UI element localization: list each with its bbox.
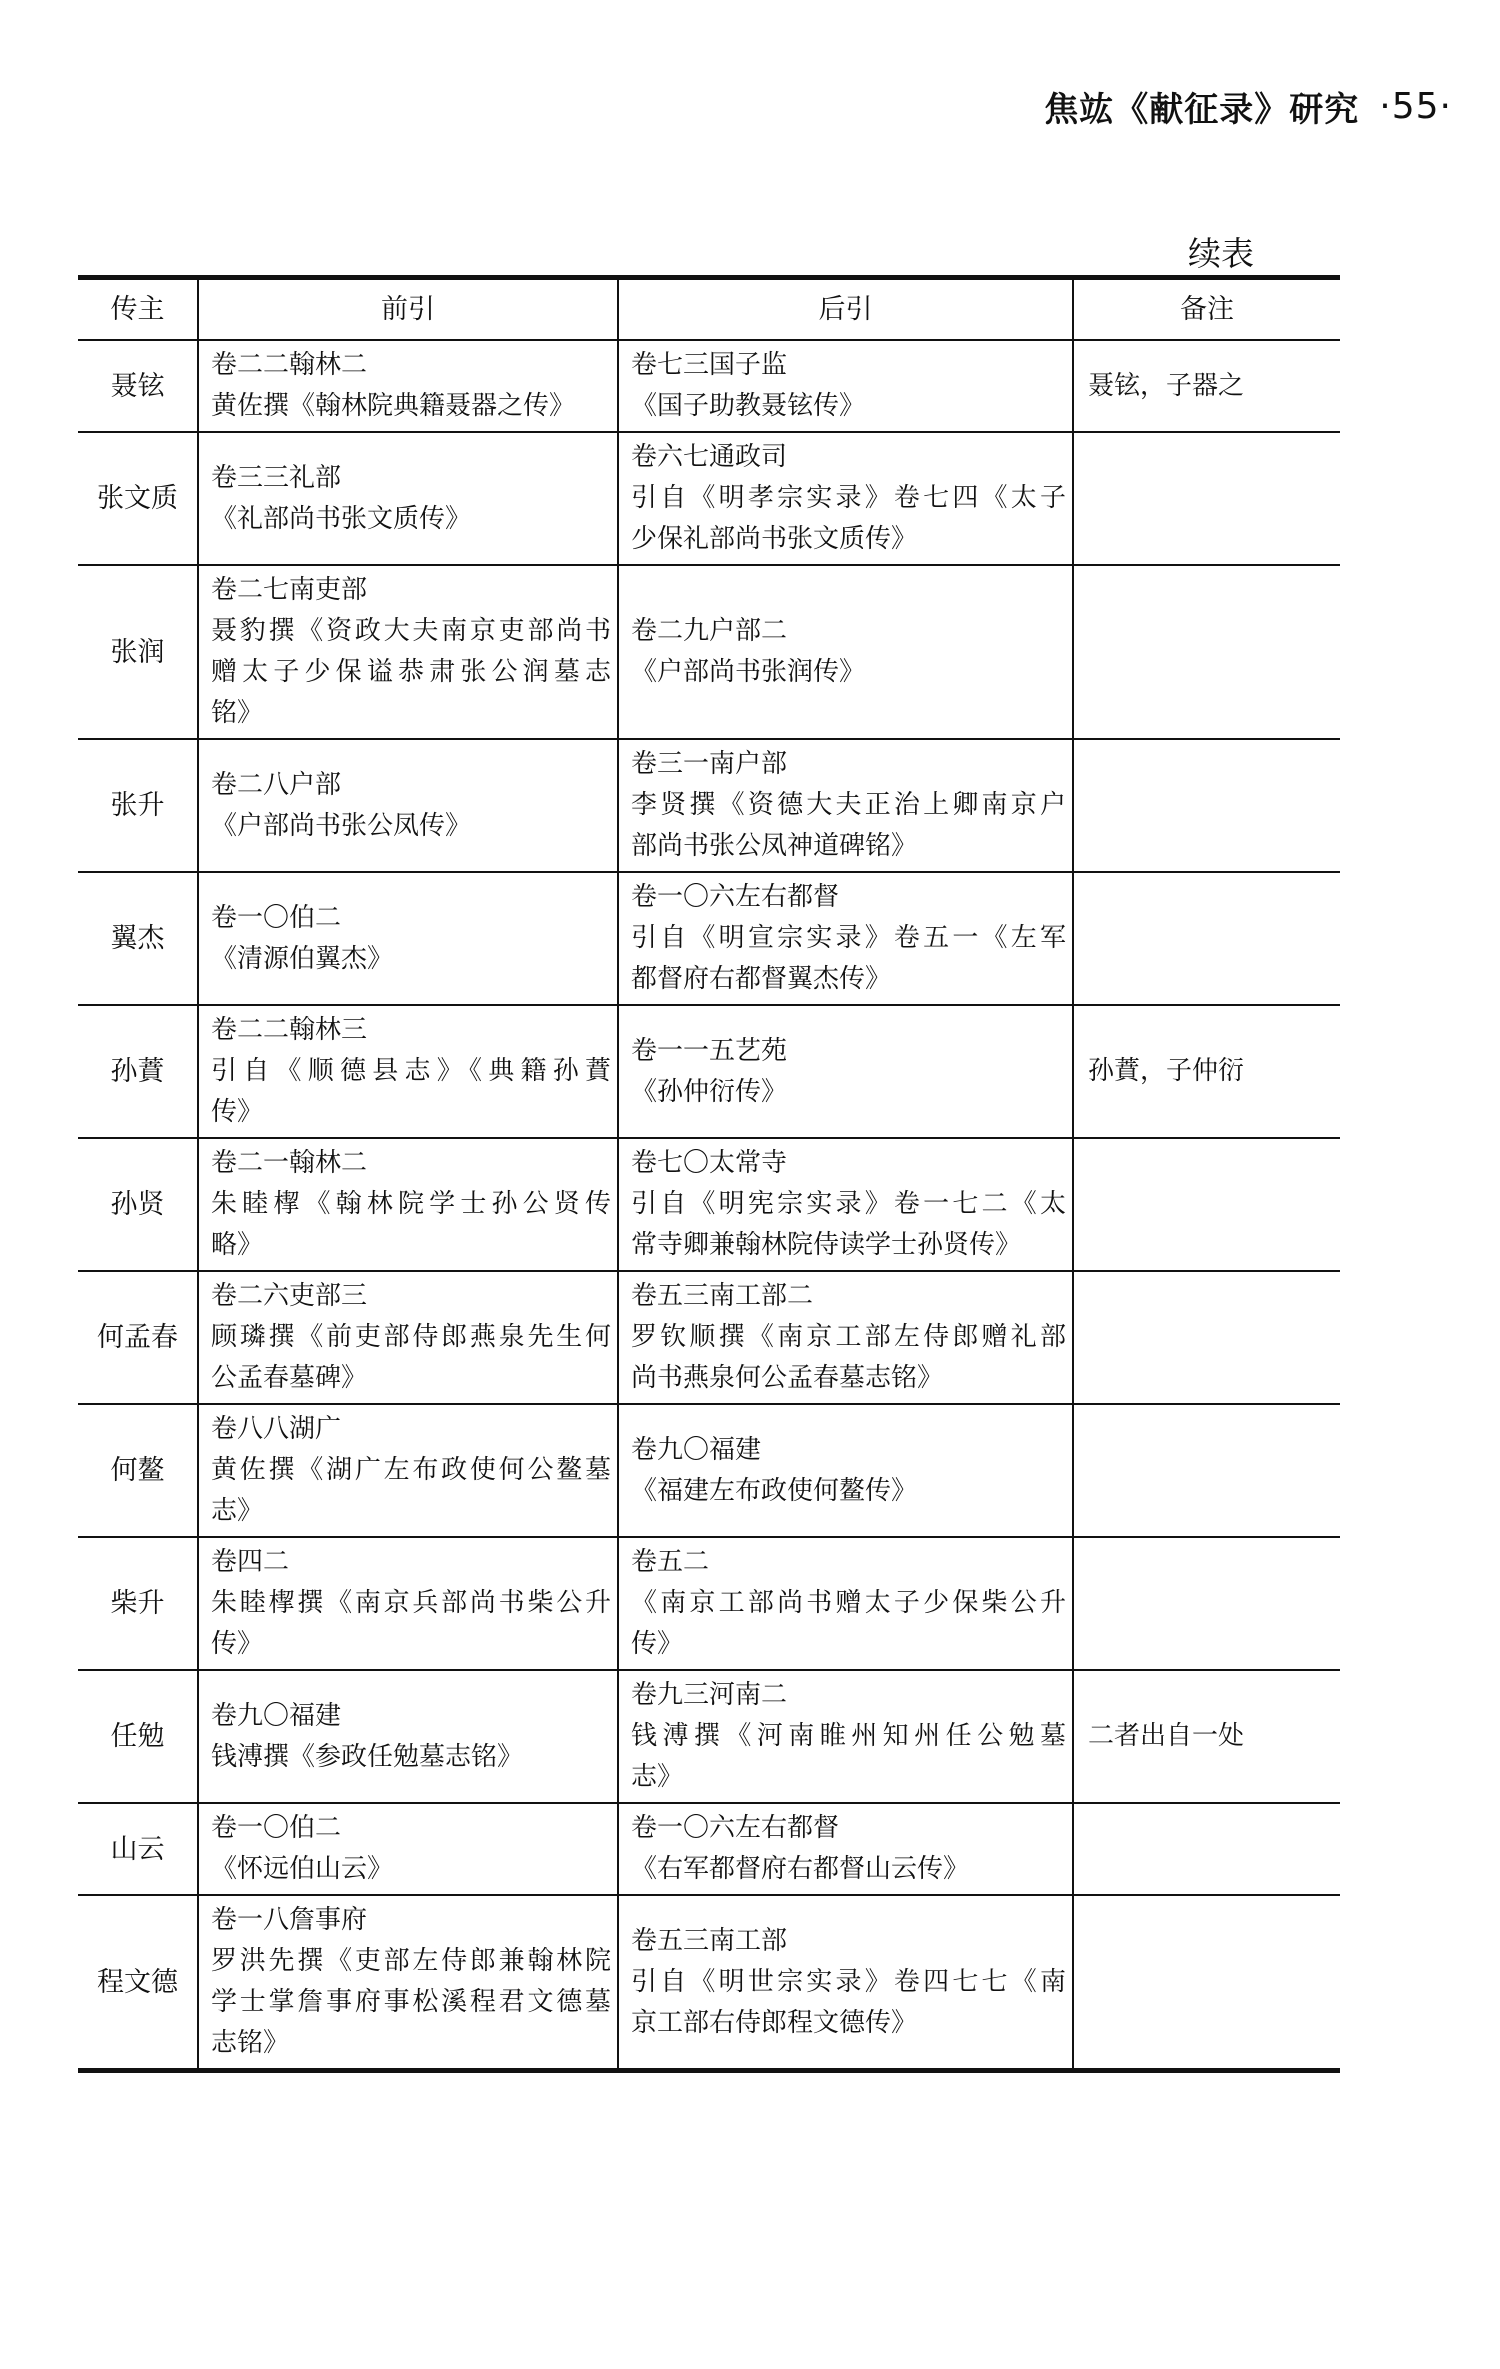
citation-line: 卷六七通政司 — [631, 442, 788, 472]
citation-line: 卷三三礼部 — [211, 462, 342, 493]
running-title: 焦竑《献征录》研究 — [1044, 90, 1360, 130]
citation-line: 《户部尚书张润传》 — [631, 657, 866, 687]
citation-line: 罗洪先撰《吏部左侍郎兼翰林院 — [211, 1946, 611, 1976]
biography-subject: 张润 — [78, 565, 198, 739]
citation-line: 都督府右都督翼杰传》 — [631, 964, 892, 994]
front-citation-cell — [198, 1404, 618, 1537]
citation-line: 公孟春墓碑》 — [211, 1363, 368, 1393]
citation-line: 《户部尚书张公凤传》 — [211, 810, 472, 841]
citation-line: 卷一〇六左右都督 — [631, 1813, 840, 1843]
table-row — [78, 565, 1340, 739]
back-citation-cell — [618, 565, 1073, 739]
citation-line: 卷五三南工部 — [631, 1925, 788, 1956]
continued-label: 续表 — [1188, 234, 1254, 273]
citation-line: 卷二七南吏部 — [211, 575, 368, 605]
citation-line: 卷九三河南二 — [631, 1680, 788, 1710]
remark-cell — [1073, 1537, 1340, 1670]
remark-cell — [1073, 872, 1340, 1005]
back-citation-cell — [618, 1670, 1073, 1803]
biography-subject: 何鳌 — [78, 1404, 198, 1537]
citation-line: 卷八八湖广 — [211, 1414, 342, 1444]
front-citation-cell — [198, 1895, 618, 2071]
citation-line: 《南京工部尚书赠太子少保柴公升 — [631, 1588, 1066, 1618]
citation-line: 铭》 — [211, 698, 264, 728]
citation-line: 卷四二 — [211, 1547, 290, 1577]
citation-line: 卷二一翰林二 — [211, 1148, 368, 1178]
biography-subject: 张升 — [78, 739, 198, 872]
citation-line: 卷三一南户部 — [631, 749, 788, 779]
remark-cell: 聂铉，子器之 — [1073, 340, 1340, 432]
citation-line: 卷二二翰林三 — [211, 1015, 368, 1045]
citation-line: 卷一〇伯二 — [211, 902, 342, 933]
back-citation-cell — [618, 1404, 1073, 1537]
citation-line: 《怀远伯山云》 — [211, 1854, 394, 1884]
biography-subject: 程文德 — [78, 1895, 198, 2071]
table-row — [78, 340, 1340, 432]
citation-line: 引自《顺德县志》《典籍孙蕡 — [211, 1056, 611, 1086]
table-row — [78, 739, 1340, 872]
table-row — [78, 1005, 1340, 1138]
front-citation-cell — [198, 1537, 618, 1670]
citation-line: 朱睦㮮撰《南京兵部尚书柴公升 — [211, 1588, 611, 1618]
back-citation-cell — [618, 1271, 1073, 1404]
back-citation-cell — [618, 739, 1073, 872]
front-citation-cell — [198, 739, 618, 872]
page-number: ·55· — [1379, 86, 1452, 127]
citation-line: 卷一八詹事府 — [211, 1905, 368, 1935]
remark-cell — [1073, 739, 1340, 872]
citation-line: 卷一〇六左右都督 — [631, 882, 840, 912]
citation-line: 学士掌詹事府事松溪程君文德墓 — [211, 1987, 611, 2017]
remark-cell — [1073, 432, 1340, 565]
back-citation-cell — [618, 432, 1073, 565]
citation-line: 《清源伯翼杰》 — [211, 943, 394, 974]
citation-line: 李贤撰《资德大夫正治上卿南京户 — [631, 790, 1066, 820]
citation-line: 卷二二翰林二 — [211, 350, 368, 380]
back-citation-cell — [618, 1138, 1073, 1271]
table-row — [78, 872, 1340, 1005]
citation-line: 引自《明宪宗实录》卷一七二《太 — [631, 1189, 1066, 1219]
citation-line: 少保礼部尚书张文质传》 — [631, 524, 918, 554]
citation-line: 卷一〇伯二 — [211, 1813, 342, 1843]
citation-line: 卷九〇福建 — [631, 1434, 762, 1465]
citation-line: 志》 — [631, 1762, 684, 1792]
citation-line: 钱溥撰《参政任勉墓志铭》 — [211, 1741, 524, 1772]
front-citation-cell — [198, 1803, 618, 1895]
citation-line: 引自《明世宗实录》卷四七七《南 — [631, 1966, 1066, 1997]
remark-cell — [1073, 1895, 1340, 2071]
biography-subject: 山云 — [78, 1803, 198, 1895]
citation-line: 钱溥撰《河南睢州知州任公勉墓 — [631, 1721, 1066, 1751]
citation-line: 志铭》 — [211, 2028, 290, 2058]
biography-subject: 何孟春 — [78, 1271, 198, 1404]
citation-line: 传》 — [631, 1629, 684, 1659]
table-row — [78, 1271, 1340, 1404]
citation-line: 卷一一五艺苑 — [631, 1035, 788, 1066]
remark-cell — [1073, 1271, 1340, 1404]
citation-line: 京工部右侍郎程文德传》 — [631, 2007, 918, 2038]
biography-subject: 孙蕡 — [78, 1005, 198, 1138]
front-citation-cell — [198, 1271, 618, 1404]
biography-subject: 柴升 — [78, 1537, 198, 1670]
remark-cell: 二者出自一处 — [1073, 1670, 1340, 1803]
citation-line: 常寺卿兼翰林院侍读学士孙贤传》 — [631, 1230, 1022, 1260]
citation-line: 卷二六吏部三 — [211, 1281, 368, 1311]
column-header: 前引 — [198, 278, 618, 341]
remark-cell — [1073, 565, 1340, 739]
citation-line: 黄佐撰《翰林院典籍聂器之传》 — [211, 391, 576, 421]
biography-subject: 聂铉 — [78, 340, 198, 432]
citation-line: 《孙仲衍传》 — [631, 1076, 788, 1107]
citation-line: 志》 — [211, 1496, 264, 1526]
table-row — [78, 1803, 1340, 1895]
column-header: 后引 — [618, 278, 1073, 341]
back-citation-cell — [618, 1895, 1073, 2071]
citation-line: 部尚书张公凤神道碑铭》 — [631, 831, 918, 861]
back-citation-cell — [618, 872, 1073, 1005]
table-row — [78, 1537, 1340, 1670]
citation-line: 《国子助教聂铉传》 — [631, 391, 866, 421]
citation-line: 卷二八户部 — [211, 769, 342, 800]
citation-line: 罗钦顺撰《南京工部左侍郎赠礼部 — [631, 1322, 1066, 1352]
back-citation-cell — [618, 1005, 1073, 1138]
citation-line: 聂豹撰《资政大夫南京吏部尚书 — [211, 616, 611, 646]
front-citation-cell — [198, 1670, 618, 1803]
citation-line: 《礼部尚书张文质传》 — [211, 503, 472, 534]
front-citation-cell — [198, 340, 618, 432]
remark-cell: 孙蕡，子仲衍 — [1073, 1005, 1340, 1138]
column-header: 传主 — [78, 278, 198, 341]
table-row — [78, 1895, 1340, 2071]
biography-subject: 张文质 — [78, 432, 198, 565]
biography-subject: 翼杰 — [78, 872, 198, 1005]
citation-line: 传》 — [211, 1629, 264, 1659]
biography-subject: 孙贤 — [78, 1138, 198, 1271]
citation-line: 传》 — [211, 1097, 264, 1127]
table-row — [78, 1670, 1340, 1803]
citation-line: 卷七三国子监 — [631, 350, 788, 380]
remark-cell — [1073, 1803, 1340, 1895]
front-citation-cell — [198, 872, 618, 1005]
biography-table — [78, 275, 1340, 2073]
back-citation-cell — [618, 340, 1073, 432]
table-row — [78, 1138, 1340, 1271]
citation-line: 尚书燕泉何公孟春墓志铭》 — [631, 1363, 944, 1393]
citation-line: 卷七〇太常寺 — [631, 1148, 788, 1178]
front-citation-cell — [198, 565, 618, 739]
front-citation-cell — [198, 1005, 618, 1138]
column-header: 备注 — [1073, 278, 1340, 341]
citation-line: 引自《明孝宗实录》卷七四《太子 — [631, 483, 1066, 513]
citation-line: 赠太子少保谥恭肃张公润墓志 — [211, 657, 611, 687]
citation-line: 卷五三南工部二 — [631, 1281, 814, 1311]
remark-cell — [1073, 1404, 1340, 1537]
citation-line: 朱睦㮮《翰林院学士孙公贤传 — [211, 1189, 611, 1219]
citation-line: 卷九〇福建 — [211, 1700, 342, 1731]
front-citation-cell — [198, 432, 618, 565]
citation-line: 略》 — [211, 1230, 264, 1260]
citation-line: 卷二九户部二 — [631, 616, 788, 646]
running-header — [1044, 82, 1452, 131]
table-header-row — [78, 278, 1340, 341]
table-row — [78, 432, 1340, 565]
table-row — [78, 1404, 1340, 1537]
biography-subject: 任勉 — [78, 1670, 198, 1803]
citation-line: 《福建左布政使何鳌传》 — [631, 1475, 918, 1506]
citation-line: 顾璘撰《前吏部侍郎燕泉先生何 — [211, 1322, 611, 1352]
citation-line: 《右军都督府右都督山云传》 — [631, 1854, 970, 1884]
citation-line: 卷五二 — [631, 1547, 710, 1577]
front-citation-cell — [198, 1138, 618, 1271]
remark-cell — [1073, 1138, 1340, 1271]
back-citation-cell — [618, 1803, 1073, 1895]
citation-line: 引自《明宣宗实录》卷五一《左军 — [631, 923, 1066, 953]
citation-line: 黄佐撰《湖广左布政使何公鳌墓 — [211, 1455, 611, 1485]
back-citation-cell — [618, 1537, 1073, 1670]
